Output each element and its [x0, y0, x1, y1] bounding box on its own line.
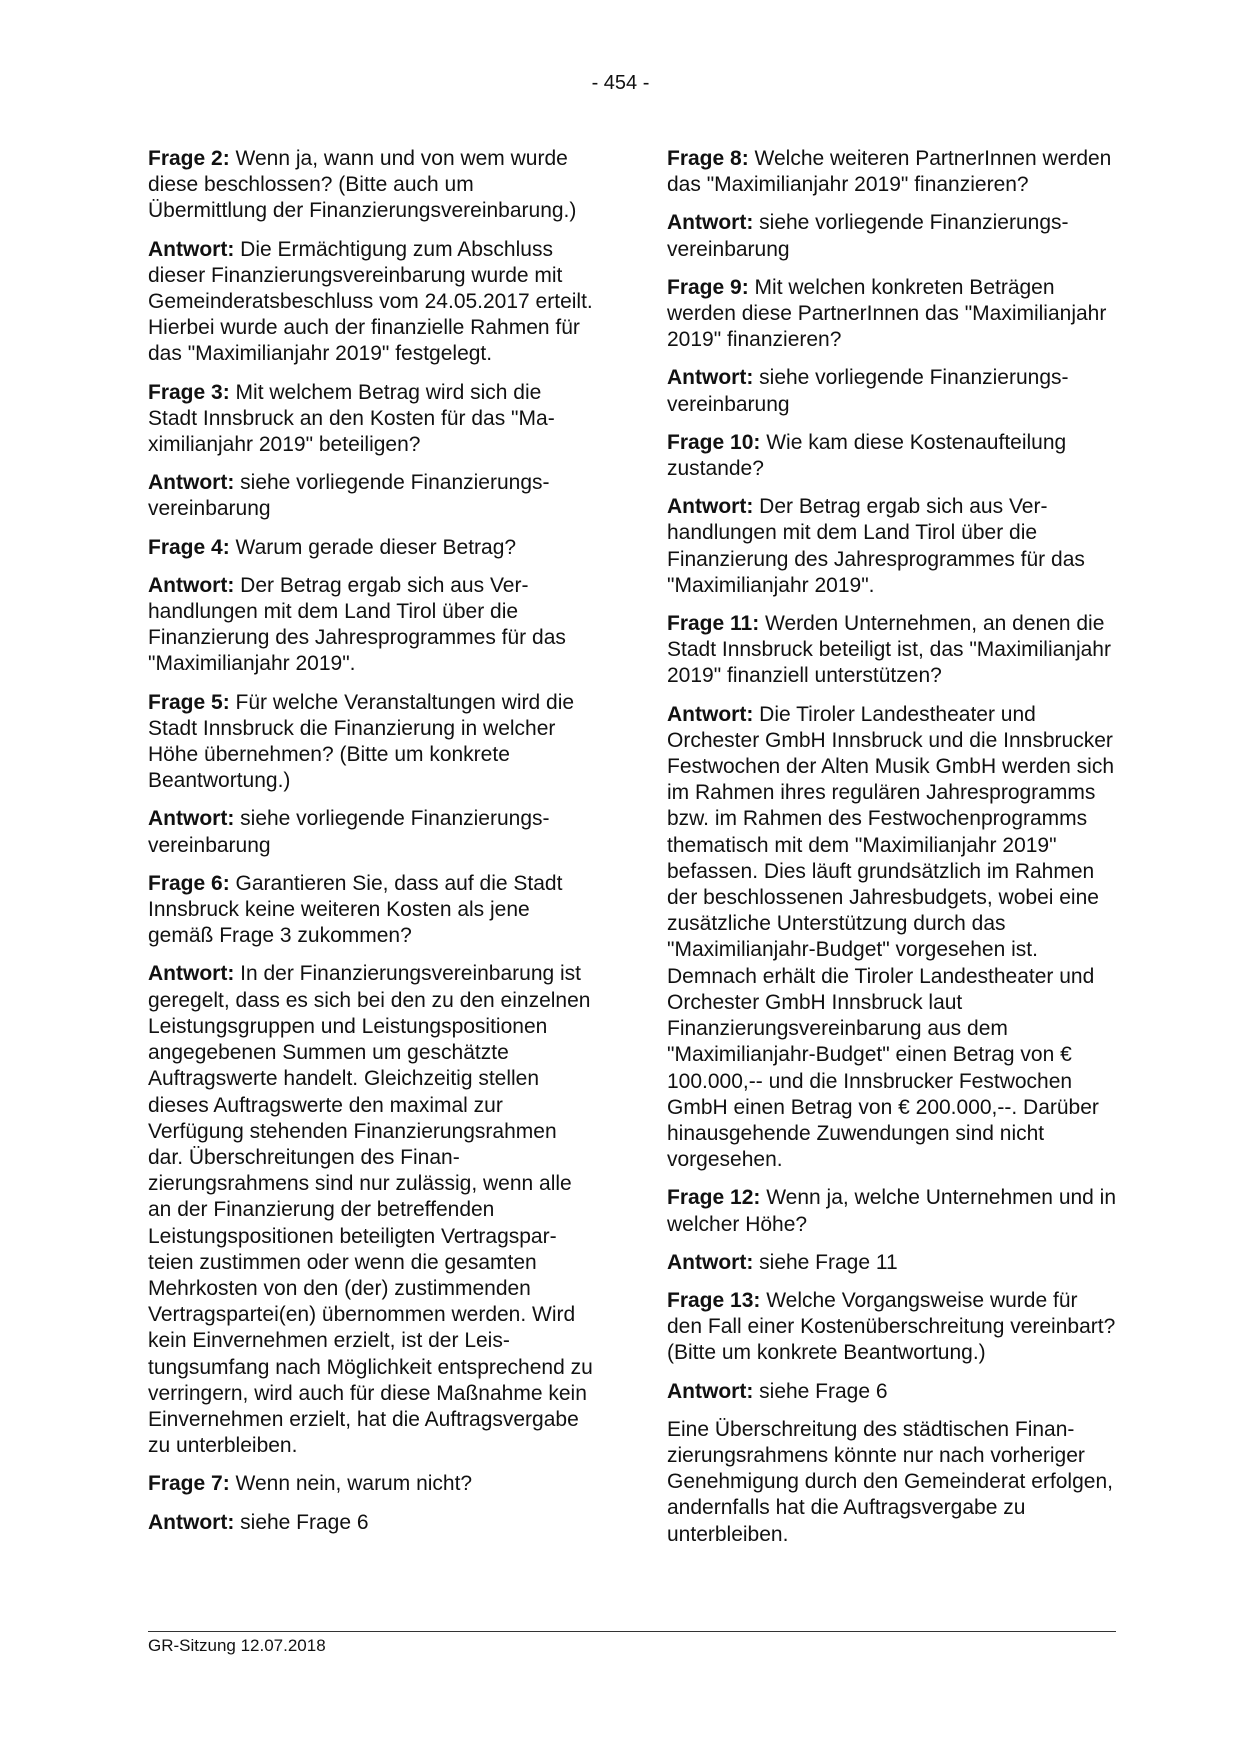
answer-9 — [667, 365, 1117, 417]
paragraph-text: Die Ermächtigung zum Abschluss dieser Finanzierungsvereinbarung wurde mit Gemeinderatsbeschluss vom 24.05.2017 erteilt. Hierbei wurde auch der finanzielle Rahmen für das "Maximilianjahr 2019" festgelegt. — [148, 237, 593, 366]
paragraph-text: Mit welchem Betrag wird sich die Stadt Innsbruck an den Kosten für das "Maximilianjahr 2019" beteiligen? — [148, 380, 555, 457]
paragraph-label: Antwort: — [667, 366, 754, 390]
answer-13 — [667, 1379, 1117, 1405]
paragraph-label: Antwort: — [148, 962, 235, 986]
question-2 — [148, 146, 594, 225]
paragraph-label: Frage 11: — [667, 612, 760, 636]
paragraph-text: Garantieren Sie, dass auf die Stadt Innsbruck keine weiteren Kosten als jene gemäß Frage 3 zukommen? — [148, 871, 563, 948]
paragraph-text: siehe Frage 6 — [234, 1510, 369, 1534]
paragraph-label: Antwort: — [667, 702, 754, 726]
paragraph-text: Eine Überschreitung des städtischen Finanzierungsrahmens könnte nur nach vorheriger Genehmigung durch den Gemeinderat erfolgen, andernfalls hat die Auftragsvergabe zu unterbleiben. — [667, 1417, 1113, 1546]
paragraph-label: Frage 10: — [667, 430, 761, 454]
paragraph-text: siehe vorliegende Finanzierungsvereinbarung — [148, 471, 550, 521]
paragraph-label: Frage 2: — [148, 147, 230, 170]
question-3 — [148, 380, 594, 459]
paragraph-label: Antwort: — [667, 211, 754, 235]
answer-12 — [667, 1250, 1117, 1276]
answer-8 — [667, 210, 1117, 262]
paragraph-label: Frage 4: — [148, 535, 230, 559]
paragraph-label: Frage 3: — [148, 380, 230, 404]
answer-4 — [148, 573, 594, 678]
paragraph-text: Die Tiroler Landestheater und Orchester GmbH Innsbruck und die Innsbrucker Festwochen der Alten Musik GmbH werden sich im Rahmen ihres regulären Jahresprogramms bzw. im Rahmen des Festwochenprogramms thematisch mit dem "Maximilianjahr 2019" befassen. Dies läuft grundsätzlich im Rahmen der beschlossenen Jahresbudgets, wobei eine zusätzliche Unterstützung durch das "Maximilianjahr-Budget" vorgesehen ist. Demnach erhält die Tiroler Landestheater und Orchester GmbH Innsbruck laut Finanzierungsvereinbarung aus dem "Maximilianjahr-Budget" einen Betrag von € 100.000,-- und die Innsbrucker Festwochen GmbH einen Betrag von € 200.000,--. Darüber hinausgehende Zuwendungen sind nicht vorgesehen. — [667, 702, 1115, 1172]
paragraph-label: Frage 12: — [667, 1186, 761, 1210]
question-4 — [148, 535, 594, 561]
paragraph-text: Welche Vorgangsweise wurde für den Fall einer Kostenüberschreitung vereinbart? (Bitte um konkrete Beantwortung.) — [667, 1288, 1116, 1365]
question-6 — [148, 871, 594, 950]
answer-2 — [148, 237, 594, 368]
page-number: - 454 - — [591, 72, 650, 94]
footer-divider — [148, 1631, 1116, 1632]
paragraph-label: Frage 6: — [148, 871, 230, 895]
paragraph-text: Warum gerade dieser Betrag? — [229, 535, 517, 559]
question-7 — [148, 1471, 594, 1497]
footer-session-date: GR-Sitzung 12.07.2018 — [148, 1636, 326, 1655]
question-9 — [667, 275, 1117, 354]
paragraph-label: Frage 9: — [667, 275, 749, 299]
question-8 — [667, 146, 1117, 198]
paragraph-label: Antwort: — [148, 1510, 235, 1534]
answer-7 — [148, 1510, 594, 1536]
paragraph-label: Antwort: — [667, 1379, 754, 1403]
answer-5 — [148, 806, 594, 858]
paragraph-text: siehe Frage 11 — [753, 1250, 898, 1274]
paragraph-text: siehe Frage 6 — [753, 1379, 888, 1403]
paragraph-label: Antwort: — [148, 471, 235, 495]
answer-6 — [148, 961, 594, 1459]
paragraph-text: siehe vorliegende Finanzierungsvereinbarung — [667, 366, 1069, 416]
left-column — [148, 146, 594, 1548]
paragraph-label: Antwort: — [148, 573, 235, 597]
paragraph-text: Wenn nein, warum nicht? — [229, 1472, 473, 1496]
paragraph-text: siehe vorliegende Finanzierungsvereinbarung — [148, 807, 550, 857]
answer-3 — [148, 470, 594, 522]
answer-11 — [667, 702, 1117, 1174]
paragraph-label: Antwort: — [148, 237, 235, 261]
paragraph-label: Frage 5: — [148, 690, 230, 714]
paragraph-label: Antwort: — [148, 807, 235, 831]
paragraph-text: Werden Unternehmen, an denen die Stadt Innsbruck beteiligt ist, das "Maximilianjahr 2019" finanziell unterstützen? — [667, 612, 1111, 688]
paragraph-label: Frage 8: — [667, 147, 749, 170]
paragraph-text: Der Betrag ergab sich aus Verhandlungen mit dem Land Tirol über die Finanzierung des Jahresprogrammes für das "Maximilianjahr 2019". — [667, 495, 1085, 597]
paragraph-text: siehe vorliegende Finanzierungsvereinbarung — [667, 211, 1069, 261]
question-13 — [667, 1288, 1117, 1367]
right-column — [667, 146, 1117, 1560]
paragraph-label: Antwort: — [667, 495, 754, 519]
closing-paragraph — [667, 1417, 1117, 1548]
question-11 — [667, 611, 1117, 690]
paragraph-text: In der Finanzierungsvereinbarung ist geregelt, dass es sich bei den zu den einzelnen Leistungsgruppen und Leistungspositionen angegebenen Summen um geschätzte Auftragswerte handelt. Gleichzeitig stellen dieses Auftragswerte den maximal zur Verfügung stehenden Finanzierungsrahmen dar. Überschreitungen des Finanzierungsrahmens sind nur zulässig, wenn alle an der Finanzierung der betreffenden Leistungspositionen beteiligten Vertragsparteien zustimmen oder wenn die gesamten Mehrkosten von den (der) zustimmenden Vertragspartei(en) übernommen werden. Wird kein Einvernehmen erzielt, ist der Leistungsumfang nach Möglichkeit entsprechend zu verringern, wird auch für diese Maßnahme kein Einvernehmen erzielt, hat die Auftragsvergabe zu unterbleiben. — [148, 962, 593, 1458]
paragraph-label: Frage 13: — [667, 1288, 761, 1312]
paragraph-label: Antwort: — [667, 1250, 754, 1274]
paragraph-text: Der Betrag ergab sich aus Verhandlungen mit dem Land Tirol über die Finanzierung des Jahresprogrammes für das "Maximilianjahr 2019". — [148, 573, 566, 676]
question-12 — [667, 1185, 1117, 1237]
paragraph-label: Frage 7: — [148, 1472, 230, 1496]
paragraph-text: Mit welchen konkreten Beträgen werden diese PartnerInnen das "Maximilianjahr 2019" finanzieren? — [667, 275, 1107, 352]
paragraph-text: Wenn ja, wann und von wem wurde diese beschlossen? (Bitte auch um Übermittlung der Finanzierungsvereinbarung.) — [148, 147, 577, 223]
question-10 — [667, 430, 1117, 482]
paragraph-text: Welche weiteren PartnerInnen werden das "Maximilianjahr 2019" finanzieren? — [667, 147, 1112, 197]
paragraph-text: Für welche Veranstaltungen wird die Stadt Innsbruck die Finanzierung in welcher Höhe übernehmen? (Bitte um konkrete Beantwortung.) — [148, 690, 575, 793]
question-5 — [148, 690, 594, 795]
paragraph-text: Wie kam diese Kostenaufteilung zustande? — [667, 430, 1067, 481]
answer-10 — [667, 494, 1117, 599]
paragraph-text: Wenn ja, welche Unternehmen und in welcher Höhe? — [667, 1186, 1117, 1236]
